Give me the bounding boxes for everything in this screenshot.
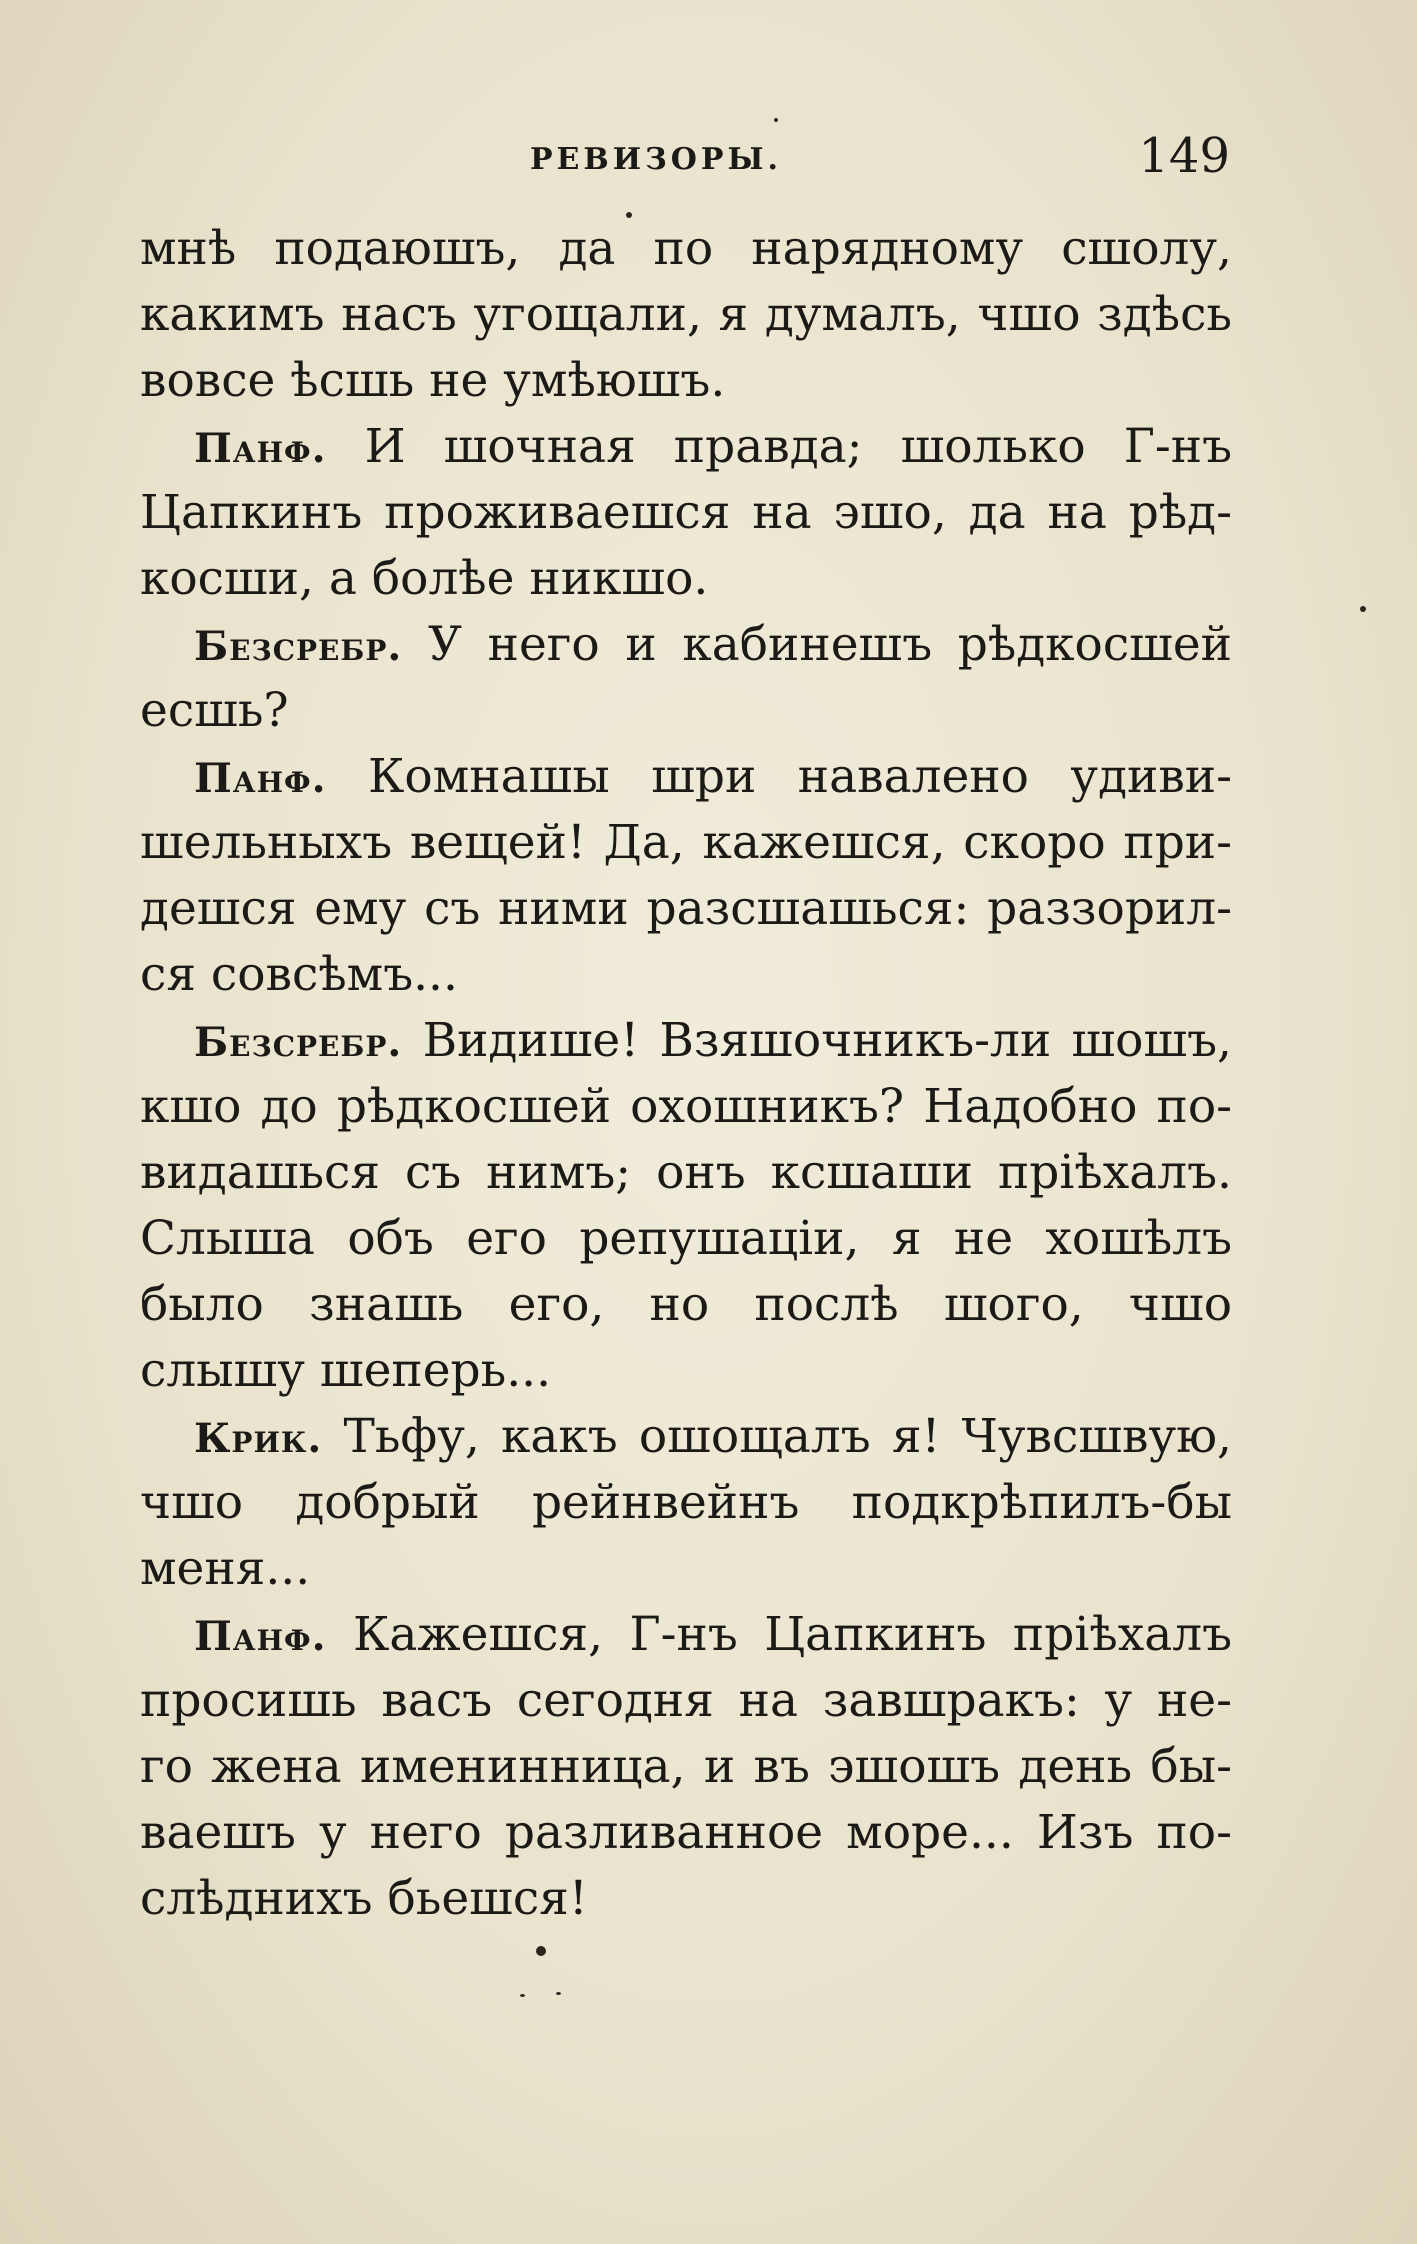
paragraph <box>140 216 1232 414</box>
page-header <box>140 128 1230 188</box>
text-line <box>140 1272 1232 1338</box>
line-text: шельныхъ вещей! Да, кажешся, скоро при- <box>140 815 1232 870</box>
text-line <box>140 942 1232 1008</box>
text-line <box>140 1470 1232 1536</box>
line-text: И шочная правда; шолько Г-нъ <box>364 419 1232 474</box>
speaker-name: Панф. <box>194 755 327 802</box>
line-text: дешся ему съ ними разсшашься: раззорил- <box>140 881 1232 936</box>
line-text: Слыша объ его репушаціи, я не хошѣлъ <box>140 1211 1232 1266</box>
paragraph <box>140 1602 1232 1932</box>
text-line <box>140 1404 1232 1470</box>
paragraph <box>140 1008 1232 1404</box>
ink-speck <box>774 118 778 122</box>
line-text: У него и кабинешъ рѣдкосшей <box>427 617 1232 672</box>
text-line <box>140 1668 1232 1734</box>
speaker-name: Панф. <box>194 1613 327 1660</box>
line-text: го жена именинница, и въ эшошъ день бы- <box>140 1739 1232 1794</box>
line-text: кшо до рѣдкосшей охошникъ? Надобно по- <box>140 1079 1232 1134</box>
text-line <box>140 480 1232 546</box>
text-line <box>140 678 1232 744</box>
line-text: есшь? <box>140 683 289 738</box>
ink-speck <box>556 1992 561 1995</box>
line-text: Тьфу, какъ ошощалъ я! Чувсшвую, <box>343 1409 1232 1464</box>
speaker-name: Крик. <box>194 1415 323 1462</box>
text-line <box>140 612 1232 678</box>
speaker-name: Безсребр. <box>194 623 403 670</box>
line-text: ся совсѣмъ... <box>140 947 458 1002</box>
text-line <box>140 348 1232 414</box>
ink-speck <box>520 1994 525 1997</box>
line-text: Комнашы шри навалено удиви- <box>368 749 1232 804</box>
line-text: Цапкинъ проживаешся на эшо, да на рѣд- <box>140 485 1232 540</box>
line-text: слѣднихъ бьешся! <box>140 1871 588 1926</box>
line-text: какимъ насъ угощали, я думалъ, чшо здѣсь <box>140 287 1232 342</box>
text-line <box>140 810 1232 876</box>
ink-speck <box>1360 606 1366 612</box>
text-line <box>140 546 1232 612</box>
text-line <box>140 744 1232 810</box>
line-text: меня... <box>140 1541 311 1596</box>
line-text: просишь васъ сегодня на завшракъ: у не- <box>140 1673 1232 1728</box>
paragraph <box>140 744 1232 1008</box>
text-line <box>140 282 1232 348</box>
line-text: мнѣ подаюшъ, да по нарядному сшолу, <box>140 221 1232 276</box>
text-line <box>140 876 1232 942</box>
ink-speck <box>536 1946 546 1956</box>
text-line <box>140 1338 1232 1404</box>
line-text: Видише! Взяшочникъ-ли шошъ, <box>422 1013 1232 1068</box>
text-line <box>140 1800 1232 1866</box>
text-line <box>140 414 1232 480</box>
ink-speck <box>626 212 632 218</box>
text-line <box>140 1866 1232 1932</box>
line-text: слышу шеперь... <box>140 1343 552 1398</box>
paragraph <box>140 414 1232 612</box>
text-line <box>140 1074 1232 1140</box>
text-line <box>140 1734 1232 1800</box>
line-text: было знашь его, но послѣ шого, чшо <box>140 1277 1232 1332</box>
line-text: вовсе ѣсшь не умѣюшъ. <box>140 353 726 408</box>
page-number: 149 <box>1138 128 1230 184</box>
text-line <box>140 1008 1232 1074</box>
line-text: Кажешся, Г-нъ Цапкинъ пріѣхалъ <box>353 1607 1232 1662</box>
paragraph <box>140 612 1232 744</box>
line-text: косши, а болѣе никшо. <box>140 551 709 606</box>
running-title: РЕВИЗОРЫ. <box>530 142 782 177</box>
text-line <box>140 1206 1232 1272</box>
speaker-name: Безсребр. <box>194 1019 403 1066</box>
line-text: ваешъ у него разливанное море... Изъ по- <box>140 1805 1232 1860</box>
text-line <box>140 1602 1232 1668</box>
text-line <box>140 1140 1232 1206</box>
speaker-name: Панф. <box>194 425 327 472</box>
line-text: видашься съ нимъ; онъ ксшаши пріѣхалъ. <box>140 1145 1232 1200</box>
text-line <box>140 216 1232 282</box>
line-text: чшо добрый рейнвейнъ подкрѣпилъ-бы <box>140 1475 1232 1530</box>
page-body <box>140 216 1232 1932</box>
text-line <box>140 1536 1232 1602</box>
paragraph <box>140 1404 1232 1602</box>
